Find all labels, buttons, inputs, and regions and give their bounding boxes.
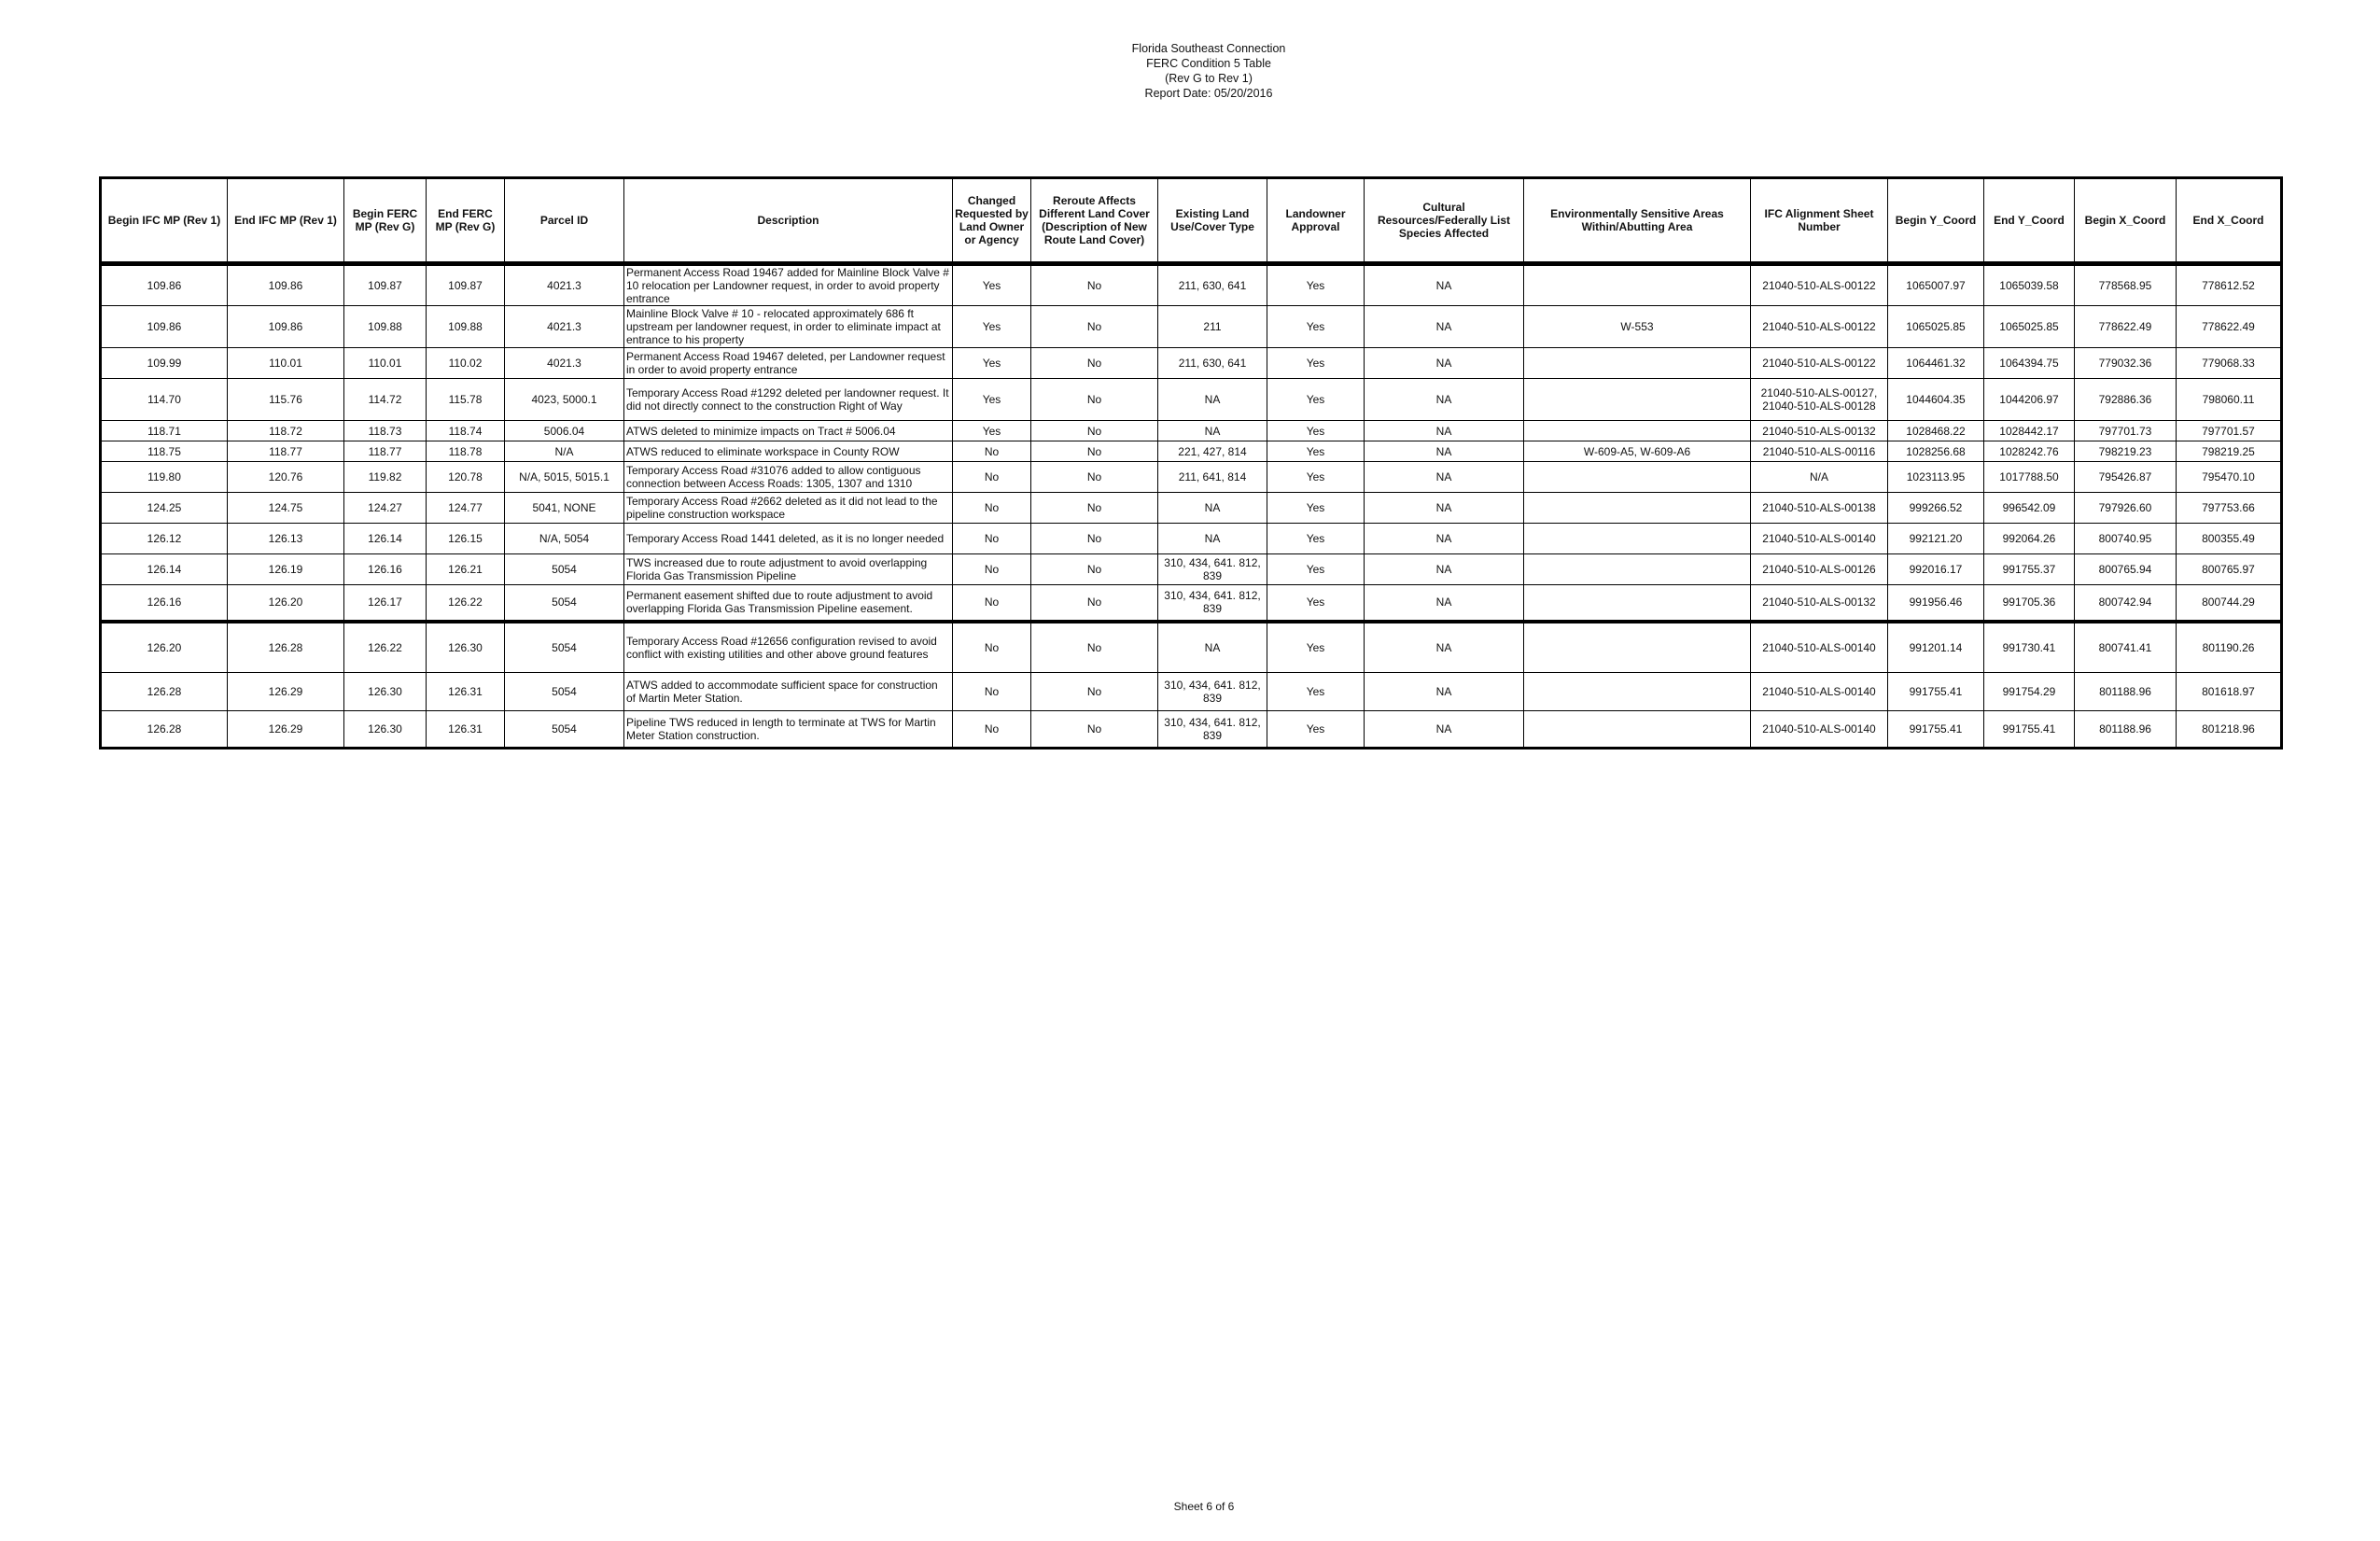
cell-land-use: 211 (1158, 306, 1267, 348)
cell-land-use: 310, 434, 641. 812, 839 (1158, 673, 1267, 711)
cell-reroute-affects: No (1031, 711, 1158, 749)
cell-description: Mainline Block Valve # 10 - relocated approximately 686 ft upstream per landowner request, in order to eliminate impact at entrance to his property (624, 306, 953, 348)
cell-end-x: 798060.11 (2177, 379, 2282, 421)
cell-sensitive-areas (1524, 264, 1751, 306)
cell-landowner-approval: Yes (1267, 524, 1365, 554)
cell-end-y: 996542.09 (1984, 493, 2075, 524)
cell-cultural-resources: NA (1365, 711, 1524, 749)
cell-landowner-approval: Yes (1267, 711, 1365, 749)
cell-begin-x: 778622.49 (2075, 306, 2177, 348)
table-row (101, 524, 2282, 554)
cell-begin-y: 1044604.35 (1888, 379, 1984, 421)
cell-description: Permanent easement shifted due to route adjustment to avoid overlapping Florida Gas Transmission Pipeline easement. (624, 585, 953, 622)
column-header-end-ferc-mp: End FERC MP (Rev G) (427, 178, 505, 264)
cell-end-x: 797753.66 (2177, 493, 2282, 524)
cell-begin-x: 800742.94 (2075, 585, 2177, 622)
cell-end-ifc-mp: 126.29 (228, 711, 344, 749)
cell-sensitive-areas (1524, 421, 1751, 441)
cell-end-x: 798219.25 (2177, 441, 2282, 462)
cell-end-y: 991755.41 (1984, 711, 2075, 749)
column-header-alignment-sheet: IFC Alignment Sheet Number (1751, 178, 1888, 264)
cell-begin-y: 1065025.85 (1888, 306, 1984, 348)
cell-end-y: 991755.37 (1984, 554, 2075, 585)
cell-end-ferc-mp: 120.78 (427, 462, 505, 493)
cell-landowner-approval: Yes (1267, 264, 1365, 306)
cell-begin-ferc-mp: 118.73 (344, 421, 427, 441)
cell-begin-y: 991956.46 (1888, 585, 1984, 622)
cell-parcel-id: 4023, 5000.1 (505, 379, 624, 421)
cell-end-ifc-mp: 126.28 (228, 622, 344, 673)
cell-sensitive-areas (1524, 348, 1751, 379)
cell-end-ifc-mp: 118.77 (228, 441, 344, 462)
cell-parcel-id: 4021.3 (505, 348, 624, 379)
cell-end-ifc-mp: 109.86 (228, 306, 344, 348)
cell-reroute-affects: No (1031, 673, 1158, 711)
cell-land-use: NA (1158, 493, 1267, 524)
cell-cultural-resources: NA (1365, 524, 1524, 554)
sheet-number: Sheet 6 of 6 (1173, 1500, 1235, 1513)
table-row (101, 421, 2282, 441)
cell-description: TWS increased due to route adjustment to avoid overlapping Florida Gas Transmission Pipeline (624, 554, 953, 585)
cell-reroute-affects: No (1031, 462, 1158, 493)
table-row (101, 264, 2282, 306)
cell-begin-ifc-mp: 126.12 (101, 524, 228, 554)
cell-begin-x: 798219.23 (2075, 441, 2177, 462)
cell-end-ifc-mp: 110.01 (228, 348, 344, 379)
cell-landowner-approval: Yes (1267, 441, 1365, 462)
cell-end-ferc-mp: 109.88 (427, 306, 505, 348)
cell-end-x: 779068.33 (2177, 348, 2282, 379)
cell-begin-ifc-mp: 114.70 (101, 379, 228, 421)
table-row (101, 554, 2282, 585)
cell-end-x: 800355.49 (2177, 524, 2282, 554)
cell-reroute-affects: No (1031, 379, 1158, 421)
cell-end-x: 797701.57 (2177, 421, 2282, 441)
cell-alignment-sheet: 21040-510-ALS-00132 (1751, 421, 1888, 441)
cell-cultural-resources: NA (1365, 421, 1524, 441)
cell-landowner-approval: Yes (1267, 306, 1365, 348)
cell-begin-ifc-mp: 126.20 (101, 622, 228, 673)
cell-begin-ferc-mp: 119.82 (344, 462, 427, 493)
column-header-begin-y: Begin Y_Coord (1888, 178, 1984, 264)
cell-end-ferc-mp: 126.21 (427, 554, 505, 585)
table-row (101, 673, 2282, 711)
cell-alignment-sheet: 21040-510-ALS-00140 (1751, 711, 1888, 749)
column-header-end-ifc-mp: End IFC MP (Rev 1) (228, 178, 344, 264)
cell-sensitive-areas (1524, 585, 1751, 622)
report-title (0, 41, 2380, 101)
cell-alignment-sheet: 21040-510-ALS-00132 (1751, 585, 1888, 622)
cell-end-x: 800744.29 (2177, 585, 2282, 622)
cell-begin-y: 991201.14 (1888, 622, 1984, 673)
cell-land-use: NA (1158, 379, 1267, 421)
cell-begin-ferc-mp: 109.88 (344, 306, 427, 348)
cell-landowner-approval: Yes (1267, 493, 1365, 524)
cell-sensitive-areas (1524, 379, 1751, 421)
cell-land-use: NA (1158, 421, 1267, 441)
cell-change-requested: No (953, 441, 1031, 462)
cell-parcel-id: N/A, 5015, 5015.1 (505, 462, 624, 493)
cell-cultural-resources: NA (1365, 306, 1524, 348)
cell-parcel-id: 5054 (505, 554, 624, 585)
table-row (101, 493, 2282, 524)
cell-alignment-sheet: 21040-510-ALS-00126 (1751, 554, 1888, 585)
cell-reroute-affects: No (1031, 441, 1158, 462)
cell-parcel-id: 4021.3 (505, 264, 624, 306)
cell-end-x: 800765.97 (2177, 554, 2282, 585)
cell-cultural-resources: NA (1365, 462, 1524, 493)
cell-parcel-id: 5054 (505, 585, 624, 622)
cell-description: Temporary Access Road #12656 configuration revised to avoid conflict with existing utilities and other above ground features (624, 622, 953, 673)
cell-begin-y: 991755.41 (1888, 673, 1984, 711)
cell-description: Permanent Access Road 19467 added for Mainline Block Valve # 10 relocation per Landowner request, in order to avoid property entrance (624, 264, 953, 306)
cell-cultural-resources: NA (1365, 379, 1524, 421)
cell-begin-x: 800741.41 (2075, 622, 2177, 673)
cell-parcel-id: 5006.04 (505, 421, 624, 441)
cell-reroute-affects: No (1031, 524, 1158, 554)
cell-description: Temporary Access Road #31076 added to allow contiguous connection between Access Roads: 1305, 1307 and 1310 (624, 462, 953, 493)
cell-alignment-sheet: 21040-510-ALS-00122 (1751, 348, 1888, 379)
cell-end-y: 1065025.85 (1984, 306, 2075, 348)
cell-alignment-sheet: 21040-510-ALS-00140 (1751, 622, 1888, 673)
cell-sensitive-areas: W-609-A5, W-609-A6 (1524, 441, 1751, 462)
cell-cultural-resources: NA (1365, 441, 1524, 462)
cell-begin-ifc-mp: 118.71 (101, 421, 228, 441)
cell-description: Permanent Access Road 19467 deleted, per Landowner request in order to avoid property entrance (624, 348, 953, 379)
cell-parcel-id: 5041, NONE (505, 493, 624, 524)
cell-alignment-sheet: 21040-510-ALS-00122 (1751, 264, 1888, 306)
cell-end-y: 991730.41 (1984, 622, 2075, 673)
cell-begin-ifc-mp: 126.28 (101, 711, 228, 749)
column-header-parcel-id: Parcel ID (505, 178, 624, 264)
cell-parcel-id: N/A, 5054 (505, 524, 624, 554)
cell-land-use: 310, 434, 641. 812, 839 (1158, 554, 1267, 585)
cell-description: ATWS added to accommodate sufficient space for construction of Martin Meter Station. (624, 673, 953, 711)
cell-reroute-affects: No (1031, 421, 1158, 441)
cell-begin-ferc-mp: 126.22 (344, 622, 427, 673)
cell-alignment-sheet: 21040-510-ALS-00116 (1751, 441, 1888, 462)
cell-end-ifc-mp: 126.13 (228, 524, 344, 554)
cell-begin-x: 779032.36 (2075, 348, 2177, 379)
cell-landowner-approval: Yes (1267, 622, 1365, 673)
cell-parcel-id: 4021.3 (505, 306, 624, 348)
cell-end-y: 991705.36 (1984, 585, 2075, 622)
cell-begin-y: 1023113.95 (1888, 462, 1984, 493)
column-header-sensitive-areas: Environmentally Sensitive Areas Within/Abutting Area (1524, 178, 1751, 264)
cell-land-use: 211, 630, 641 (1158, 264, 1267, 306)
cell-land-use: 310, 434, 641. 812, 839 (1158, 711, 1267, 749)
cell-land-use: 211, 630, 641 (1158, 348, 1267, 379)
cell-begin-x: 797926.60 (2075, 493, 2177, 524)
cell-land-use: 211, 641, 814 (1158, 462, 1267, 493)
cell-end-ifc-mp: 109.86 (228, 264, 344, 306)
cell-alignment-sheet: 21040-510-ALS-00127, 21040-510-ALS-00128 (1751, 379, 1888, 421)
cell-begin-y: 1028256.68 (1888, 441, 1984, 462)
cell-end-y: 991754.29 (1984, 673, 2075, 711)
cell-begin-x: 800765.94 (2075, 554, 2177, 585)
cell-cultural-resources: NA (1365, 554, 1524, 585)
table-row (101, 441, 2282, 462)
cell-begin-y: 999266.52 (1888, 493, 1984, 524)
cell-cultural-resources: NA (1365, 622, 1524, 673)
cell-end-ifc-mp: 126.20 (228, 585, 344, 622)
cell-begin-y: 991755.41 (1888, 711, 1984, 749)
cell-begin-y: 1064461.32 (1888, 348, 1984, 379)
cell-end-y: 1028242.76 (1984, 441, 2075, 462)
cell-end-ferc-mp: 115.78 (427, 379, 505, 421)
cell-cultural-resources: NA (1365, 348, 1524, 379)
cell-reroute-affects: No (1031, 348, 1158, 379)
cell-end-x: 801190.26 (2177, 622, 2282, 673)
cell-alignment-sheet: 21040-510-ALS-00122 (1751, 306, 1888, 348)
cell-alignment-sheet: 21040-510-ALS-00140 (1751, 524, 1888, 554)
cell-land-use: 221, 427, 814 (1158, 441, 1267, 462)
cell-cultural-resources: NA (1365, 673, 1524, 711)
cell-end-y: 1044206.97 (1984, 379, 2075, 421)
cell-begin-ifc-mp: 126.28 (101, 673, 228, 711)
table-name: FERC Condition 5 Table (1146, 57, 1271, 70)
column-header-reroute-affects: Reroute Affects Different Land Cover (Description of New Route Land Cover) (1031, 178, 1158, 264)
column-header-description: Description (624, 178, 953, 264)
cell-begin-ifc-mp: 119.80 (101, 462, 228, 493)
cell-end-x: 795470.10 (2177, 462, 2282, 493)
cell-change-requested: Yes (953, 306, 1031, 348)
cell-end-x: 801218.96 (2177, 711, 2282, 749)
cell-landowner-approval: Yes (1267, 554, 1365, 585)
cell-description: Temporary Access Road #1292 deleted per landowner request. It did not directly connect to the construction Right of Way (624, 379, 953, 421)
cell-end-y: 992064.26 (1984, 524, 2075, 554)
cell-alignment-sheet: 21040-510-ALS-00138 (1751, 493, 1888, 524)
cell-end-ifc-mp: 126.19 (228, 554, 344, 585)
cell-begin-ifc-mp: 126.16 (101, 585, 228, 622)
column-header-begin-x: Begin X_Coord (2075, 178, 2177, 264)
table-row (101, 711, 2282, 749)
cell-end-ferc-mp: 110.02 (427, 348, 505, 379)
cell-begin-ferc-mp: 110.01 (344, 348, 427, 379)
cell-description: Pipeline TWS reduced in length to terminate at TWS for Martin Meter Station construction. (624, 711, 953, 749)
cell-sensitive-areas (1524, 462, 1751, 493)
cell-landowner-approval: Yes (1267, 585, 1365, 622)
cell-sensitive-areas: W-553 (1524, 306, 1751, 348)
column-header-end-x: End X_Coord (2177, 178, 2282, 264)
cell-begin-x: 797701.73 (2075, 421, 2177, 441)
cell-description: Temporary Access Road 1441 deleted, as it is no longer needed (624, 524, 953, 554)
cell-sensitive-areas (1524, 554, 1751, 585)
cell-begin-x: 792886.36 (2075, 379, 2177, 421)
cell-end-ferc-mp: 126.22 (427, 585, 505, 622)
column-header-cultural-resources: Cultural Resources/Federally List Species Affected (1365, 178, 1524, 264)
cell-begin-ifc-mp: 118.75 (101, 441, 228, 462)
report-date: Report Date: 05/20/2016 (1144, 87, 1273, 100)
table-row (101, 622, 2282, 673)
cell-end-ifc-mp: 124.75 (228, 493, 344, 524)
cell-end-ferc-mp: 118.78 (427, 441, 505, 462)
cell-landowner-approval: Yes (1267, 421, 1365, 441)
cell-end-ferc-mp: 126.31 (427, 711, 505, 749)
cell-end-ifc-mp: 118.72 (228, 421, 344, 441)
cell-description: ATWS deleted to minimize impacts on Tract # 5006.04 (624, 421, 953, 441)
cell-begin-x: 778568.95 (2075, 264, 2177, 306)
cell-begin-ifc-mp: 109.99 (101, 348, 228, 379)
cell-change-requested: No (953, 493, 1031, 524)
cell-begin-ferc-mp: 126.17 (344, 585, 427, 622)
cell-sensitive-areas (1524, 673, 1751, 711)
cell-cultural-resources: NA (1365, 585, 1524, 622)
cell-end-x: 778612.52 (2177, 264, 2282, 306)
cell-begin-ferc-mp: 114.72 (344, 379, 427, 421)
cell-reroute-affects: No (1031, 585, 1158, 622)
cell-cultural-resources: NA (1365, 493, 1524, 524)
cell-begin-ifc-mp: 109.86 (101, 264, 228, 306)
cell-end-y: 1017788.50 (1984, 462, 2075, 493)
cell-change-requested: No (953, 462, 1031, 493)
cell-begin-y: 992121.20 (1888, 524, 1984, 554)
cell-change-requested: No (953, 554, 1031, 585)
cell-sensitive-areas (1524, 622, 1751, 673)
cell-landowner-approval: Yes (1267, 673, 1365, 711)
cell-begin-y: 1028468.22 (1888, 421, 1984, 441)
table-row (101, 379, 2282, 421)
cell-alignment-sheet: 21040-510-ALS-00140 (1751, 673, 1888, 711)
table-row (101, 348, 2282, 379)
cell-end-ferc-mp: 126.30 (427, 622, 505, 673)
cell-parcel-id: N/A (505, 441, 624, 462)
table-row (101, 585, 2282, 622)
cell-land-use: 310, 434, 641. 812, 839 (1158, 585, 1267, 622)
cell-end-x: 778622.49 (2177, 306, 2282, 348)
column-header-land-use: Existing Land Use/Cover Type (1158, 178, 1267, 264)
table-row (101, 306, 2282, 348)
project-name: Florida Southeast Connection (1131, 42, 1286, 55)
cell-end-ferc-mp: 124.77 (427, 493, 505, 524)
cell-end-ferc-mp: 126.31 (427, 673, 505, 711)
cell-description: ATWS reduced to eliminate workspace in County ROW (624, 441, 953, 462)
cell-change-requested: No (953, 711, 1031, 749)
column-header-begin-ifc-mp: Begin IFC MP (Rev 1) (101, 178, 228, 264)
cell-end-ferc-mp: 109.87 (427, 264, 505, 306)
cell-begin-ferc-mp: 124.27 (344, 493, 427, 524)
cell-change-requested: Yes (953, 264, 1031, 306)
cell-begin-ifc-mp: 126.14 (101, 554, 228, 585)
cell-begin-x: 801188.96 (2075, 711, 2177, 749)
cell-change-requested: Yes (953, 348, 1031, 379)
cell-parcel-id: 5054 (505, 711, 624, 749)
cell-land-use: NA (1158, 622, 1267, 673)
cell-reroute-affects: No (1031, 554, 1158, 585)
cell-landowner-approval: Yes (1267, 462, 1365, 493)
cell-end-y: 1028442.17 (1984, 421, 2075, 441)
cell-begin-x: 801188.96 (2075, 673, 2177, 711)
cell-parcel-id: 5054 (505, 673, 624, 711)
cell-sensitive-areas (1524, 711, 1751, 749)
cell-end-ferc-mp: 118.74 (427, 421, 505, 441)
cell-end-ifc-mp: 115.76 (228, 379, 344, 421)
cell-end-ifc-mp: 120.76 (228, 462, 344, 493)
table-row (101, 462, 2282, 493)
cell-change-requested: No (953, 585, 1031, 622)
cell-end-ifc-mp: 126.29 (228, 673, 344, 711)
cell-end-y: 1064394.75 (1984, 348, 2075, 379)
cell-sensitive-areas (1524, 524, 1751, 554)
cell-reroute-affects: No (1031, 306, 1158, 348)
cell-begin-y: 1065007.97 (1888, 264, 1984, 306)
cell-begin-x: 795426.87 (2075, 462, 2177, 493)
cell-begin-y: 992016.17 (1888, 554, 1984, 585)
cell-end-ferc-mp: 126.15 (427, 524, 505, 554)
cell-land-use: NA (1158, 524, 1267, 554)
cell-reroute-affects: No (1031, 264, 1158, 306)
cell-sensitive-areas (1524, 493, 1751, 524)
cell-begin-ifc-mp: 124.25 (101, 493, 228, 524)
cell-reroute-affects: No (1031, 493, 1158, 524)
cell-begin-ferc-mp: 126.16 (344, 554, 427, 585)
revision-range: (Rev G to Rev 1) (1165, 72, 1253, 85)
cell-alignment-sheet: N/A (1751, 462, 1888, 493)
cell-end-y: 1065039.58 (1984, 264, 2075, 306)
header-row (101, 178, 2282, 264)
cell-begin-x: 800740.95 (2075, 524, 2177, 554)
cell-change-requested: Yes (953, 379, 1031, 421)
cell-begin-ferc-mp: 126.30 (344, 711, 427, 749)
cell-begin-ferc-mp: 109.87 (344, 264, 427, 306)
cell-reroute-affects: No (1031, 622, 1158, 673)
ferc-condition-table (99, 176, 2283, 749)
cell-begin-ifc-mp: 109.86 (101, 306, 228, 348)
column-header-begin-ferc-mp: Begin FERC MP (Rev G) (344, 178, 427, 264)
cell-landowner-approval: Yes (1267, 379, 1365, 421)
cell-change-requested: No (953, 673, 1031, 711)
cell-change-requested: No (953, 524, 1031, 554)
cell-begin-ferc-mp: 126.30 (344, 673, 427, 711)
cell-change-requested: No (953, 622, 1031, 673)
column-header-end-y: End Y_Coord (1984, 178, 2075, 264)
cell-begin-ferc-mp: 126.14 (344, 524, 427, 554)
column-header-change-requested: Changed Requested by Land Owner or Agency (953, 178, 1031, 264)
cell-end-x: 801618.97 (2177, 673, 2282, 711)
cell-cultural-resources: NA (1365, 264, 1524, 306)
cell-begin-ferc-mp: 118.77 (344, 441, 427, 462)
cell-landowner-approval: Yes (1267, 348, 1365, 379)
cell-parcel-id: 5054 (505, 622, 624, 673)
column-header-landowner-approval: Landowner Approval (1267, 178, 1365, 264)
cell-change-requested: Yes (953, 421, 1031, 441)
cell-description: Temporary Access Road #2662 deleted as it did not lead to the pipeline construction workspace (624, 493, 953, 524)
